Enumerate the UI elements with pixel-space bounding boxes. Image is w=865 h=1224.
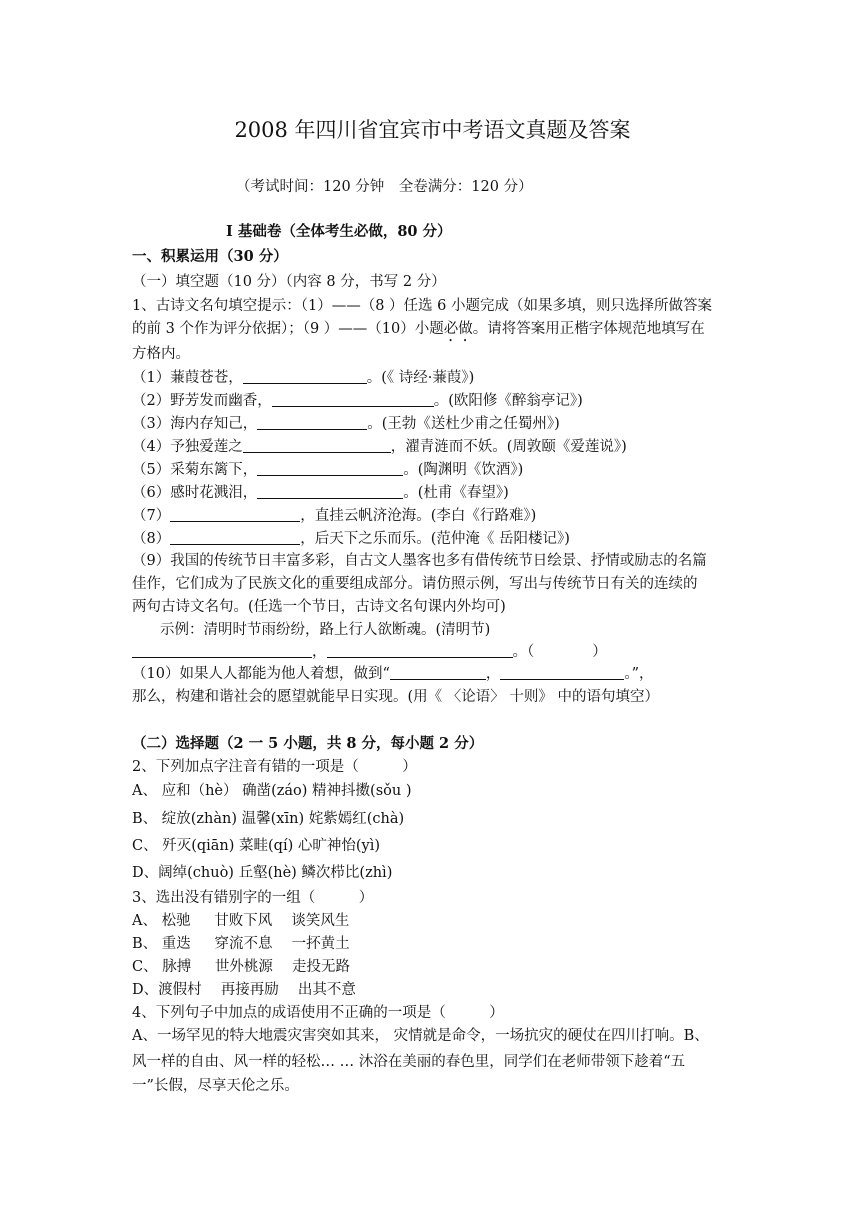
q1-intro-text: 的前 3 个作为评分依据）；（9 ）——（10）小题 bbox=[132, 321, 444, 337]
sub2-heading: （二）选择题（2 一 5 小题，共 8 分，每小题 2 分） bbox=[132, 735, 484, 752]
answer-blank[interactable] bbox=[257, 415, 367, 430]
answer-blank[interactable] bbox=[170, 530, 300, 545]
q9-answer-line bbox=[132, 642, 607, 662]
q4-line3: 一”长假，尽享天伦之乐。 bbox=[132, 1078, 299, 1094]
fill-item-suffix: 。(杜甫《春望》) bbox=[403, 485, 509, 501]
q1-intro-line3: 方格内。 bbox=[132, 346, 190, 362]
fill-item-prefix: （8） bbox=[132, 531, 171, 547]
fill-item bbox=[132, 368, 474, 388]
q4-line1: A、一场罕见的特大地震灾害突如其来， 灾情就是命令，一场抗灾的硬仗在四川打响。B、 bbox=[132, 1028, 709, 1044]
fill-item bbox=[132, 414, 560, 434]
q3-option-d: D、渡假村 再接再励 出其不意 bbox=[132, 982, 356, 998]
answer-blank[interactable] bbox=[243, 369, 367, 384]
q2-option-a: A、 应和（hè） 确凿(záo) 精神抖擞(sǒu ) bbox=[132, 783, 412, 799]
fill-item bbox=[132, 391, 583, 411]
answer-blank[interactable] bbox=[257, 461, 403, 476]
fill-item-prefix: （2）野芳发而幽香， bbox=[132, 393, 272, 409]
fill-item bbox=[132, 506, 536, 526]
q10-text: 。”， bbox=[624, 666, 654, 682]
q2-option-c: C、 歼灭(qiān) 菜畦(qí) 心旷神怡(yì) bbox=[132, 838, 381, 854]
q10-line1 bbox=[132, 664, 654, 684]
answer-blank[interactable] bbox=[327, 643, 513, 658]
section1-heading: 一、积累运用（30 分） bbox=[132, 248, 288, 265]
answer-blank[interactable] bbox=[500, 665, 624, 680]
q3-option-c: C、 脉搏 世外桃源 走投无路 bbox=[132, 959, 351, 975]
q1-intro-text: 。请将答案用正楷字体规范地填写在 bbox=[472, 321, 705, 337]
q3-option-b: B、 重迭 穿流不息 一抔黄土 bbox=[132, 936, 350, 952]
q9-line3: 两句古诗文名句。(任选一个节日，古诗文名句课内外均可) bbox=[132, 599, 506, 615]
q1-intro-line2 bbox=[132, 319, 705, 345]
fill-item-prefix: （3）海内存知己， bbox=[132, 416, 258, 432]
punctuation: ， bbox=[485, 666, 501, 682]
fill-item-suffix: ，直挂云帆济沧海。(李白《行路难》) bbox=[300, 508, 537, 524]
fill-item bbox=[132, 460, 523, 480]
punctuation: ， bbox=[312, 644, 327, 660]
fill-item-prefix: （1）蒹葭苍苍， bbox=[132, 370, 243, 386]
fill-item-suffix: 。(陶渊明《饮酒》) bbox=[403, 462, 524, 478]
q3-stem: 3、选出没有错别字的一组（ ） bbox=[132, 890, 374, 906]
exam-info: （考试时间：120 分钟 全卷满分：120 分） bbox=[236, 179, 533, 195]
q10-line2: 那么，构建和谐社会的愿望就能早日实现。(用《 〈论语〉 十则》 中的语句填空） bbox=[132, 689, 659, 705]
q9-line1: （9）我国的传统节日丰富多彩，自古文人墨客也多有借传统节日绘景、抒情或励志的名篇 bbox=[132, 553, 707, 569]
q2-stem: 2、下列加点字注音有错的一项是（ ） bbox=[132, 759, 417, 775]
answer-blank[interactable] bbox=[272, 392, 434, 407]
q4-line2: 风一样的自由、风一样的轻松… … 沐浴在美丽的春色里，同学们在老师带领下趁着“五 bbox=[132, 1054, 686, 1070]
q10-text: （10）如果人人都能为他人着想，做到“ bbox=[132, 666, 390, 682]
fill-item bbox=[132, 437, 627, 457]
fill-item-suffix: 。(《 诗经·蒹葭》) bbox=[366, 370, 475, 386]
sub1-heading: （一）填空题（10 分）（内容 8 分，书写 2 分） bbox=[132, 274, 446, 290]
fill-item-suffix: 。(王勃《送杜少甫之任蜀州》) bbox=[367, 416, 560, 432]
q2-option-b: B、 绽放(zhàn) 温馨(xīn) 姹紫嫣红(chà) bbox=[132, 811, 405, 827]
fill-item bbox=[132, 483, 509, 503]
fill-item-prefix: （4）予独爱莲之 bbox=[132, 439, 243, 455]
emphasized-text: 必做 bbox=[443, 321, 473, 337]
fill-item-suffix: ，后天下之乐而乐。(范仲淹《 岳阳楼记》) bbox=[300, 531, 570, 547]
q1-intro-line1: 1、古诗文名句填空提示：（1）——（8 ）任选 6 小题完成（如果多填，则只选择所做答案 bbox=[132, 298, 712, 314]
answer-blank[interactable] bbox=[170, 507, 300, 522]
q2-option-d: D、阔绰(chuò) 丘壑(hè) 鳞次栉比(zhì) bbox=[132, 865, 393, 881]
answer-blank[interactable] bbox=[390, 665, 486, 680]
q9-line2: 佳作，它们成为了民族文化的重要组成部分。请仿照示例，写出与传统节日有关的连续的 bbox=[132, 576, 698, 592]
fill-item bbox=[132, 529, 570, 549]
answer-blank[interactable] bbox=[243, 438, 391, 453]
document-title: 2008 年四川省宜宾市中考语文真题及答案 bbox=[234, 118, 631, 142]
fill-item-prefix: （7） bbox=[132, 508, 171, 524]
answer-blank[interactable] bbox=[132, 643, 312, 658]
q4-stem: 4、下列句子中加点的成语使用不正确的一项是（ ） bbox=[132, 1005, 504, 1021]
fill-item-prefix: （6）感时花溅泪， bbox=[132, 485, 258, 501]
festival-bracket: 。（ ） bbox=[512, 644, 607, 660]
fill-item-prefix: （5）采菊东篱下， bbox=[132, 462, 258, 478]
part1-heading: I 基础卷（全体考生必做，80 分） bbox=[226, 223, 452, 240]
fill-item-suffix: ，濯青涟而不妖。(周敦颐《爱莲说》) bbox=[390, 439, 627, 455]
q3-option-a: A、 松驰 甘败下风 谈笑风生 bbox=[132, 913, 350, 929]
fill-item-suffix: 。(欧阳修《醉翁亭记》) bbox=[433, 393, 583, 409]
answer-blank[interactable] bbox=[257, 484, 403, 499]
q9-example: 示例：清明时节雨纷纷，路上行人欲断魂。(清明节) bbox=[160, 622, 491, 638]
